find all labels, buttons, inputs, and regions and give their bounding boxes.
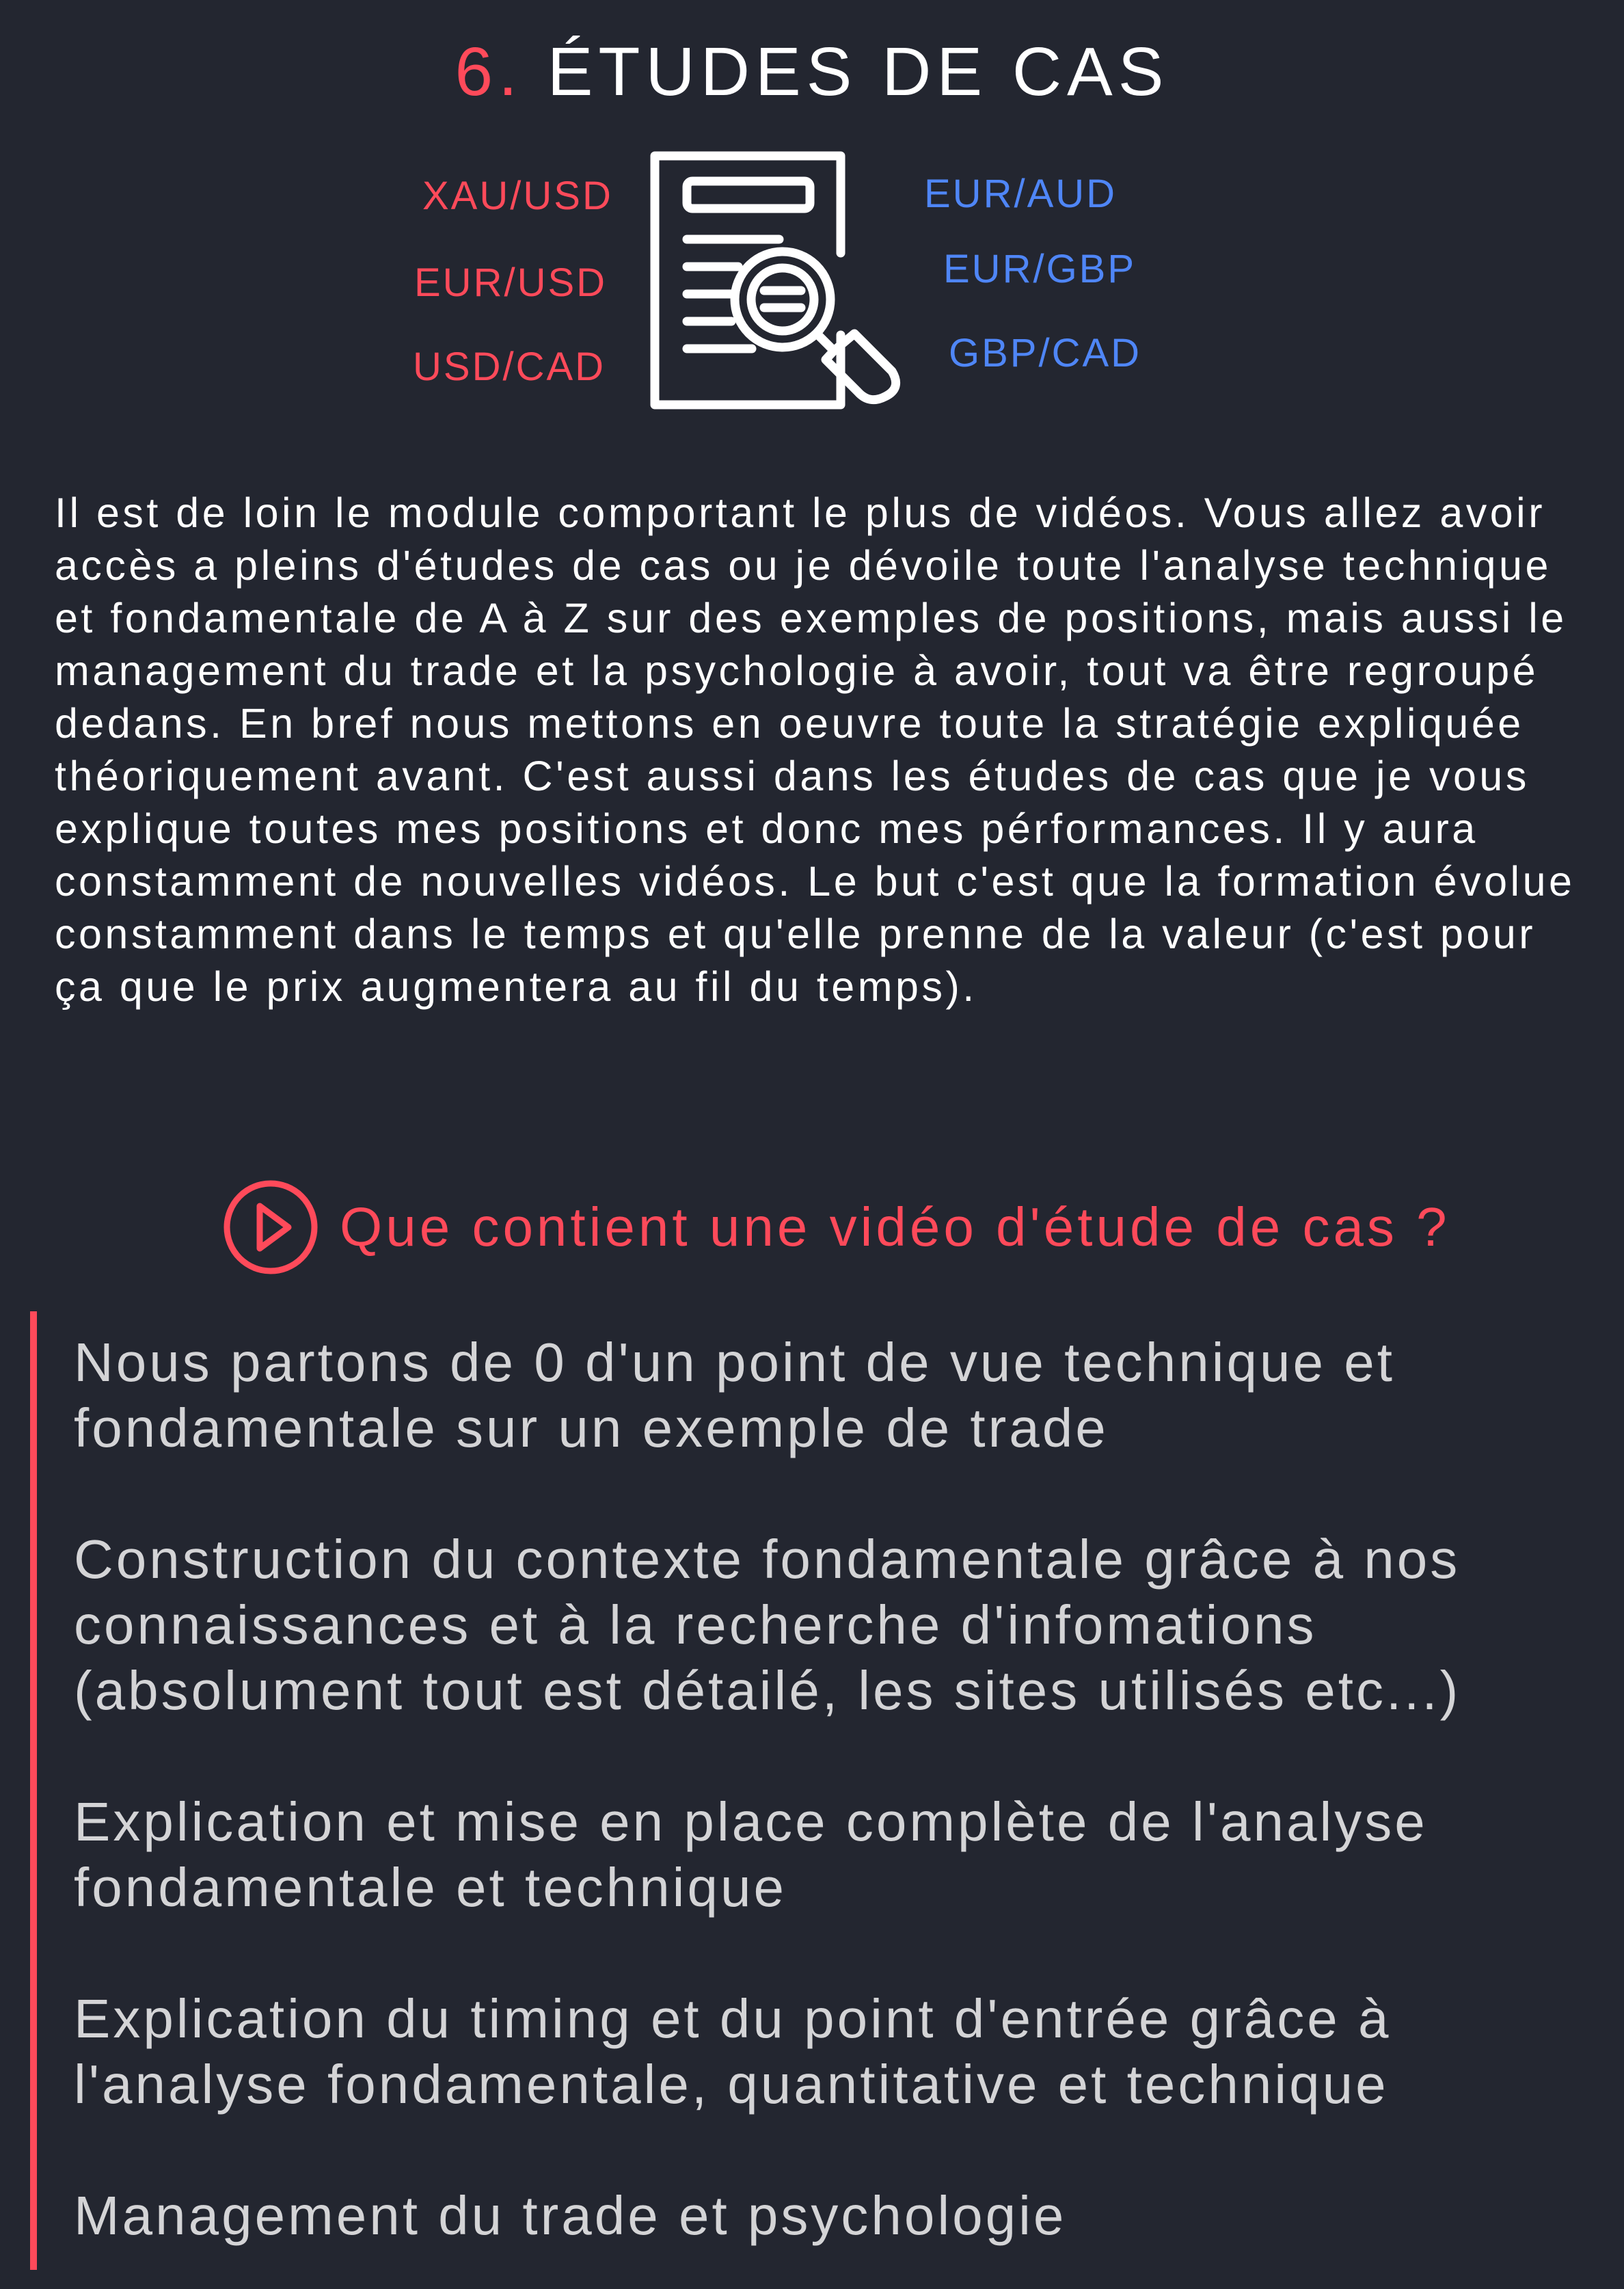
title-text: ÉTUDES DE CAS [547,34,1169,110]
pair-left-2: EUR/USD [414,260,608,305]
play-circle-icon [222,1179,319,1276]
list-item: Explication du timing et du point d'entrée grâce à l'analyse fondamentale, quantitative et technique [74,1988,1392,2115]
list-item: Explication et mise en place complète de l'analyse fondamentale et technique [74,1791,1428,1918]
intro-paragraph: Il est de loin le module comportant le plus de vidéos. Vous allez avoir accès a pleins d'études de cas ou je dévoile toute l'analyse technique et fondamentale de A à Z sur des exemples de positions, mais aussi le management du trade et la psychologie à avoir, tout va être regroupé dedans. En bref nous mettons en oeuvre toute la stratégie expliquée théoriquement avant. C'est aussi dans les études de cas que je vous explique toutes mes positions et donc mes pérformances. Il y aura constamment de nouvelles vidéos. Le but c'est que la formation évolue constamment dans le temps et qu'elle prenne de la valeur (c'est pour ça que le prix augmentera au fil du temps). [55,490,1575,1010]
page-title [0,33,1624,111]
document-search-icon [649,150,909,417]
pair-right-3: GBP/CAD [949,331,1142,375]
accent-bar [30,1311,37,2270]
pair-right-2: EUR/GBP [943,247,1137,291]
list-item: Nous partons de 0 d'un point de vue technique et fondamentale sur un exemple de trade [74,1332,1395,1458]
list-item: Management du trade et psychologie [74,2185,1067,2246]
video-section-heading [222,1177,1450,1277]
video-heading-text: Que contient une vidéo d'étude de cas ? [340,1196,1450,1257]
list-item: Construction du contexte fondamentale grâce à nos connaissances et à la recherche d'infomations (absolument tout est détailé, les sites utilisés etc...) [74,1529,1461,1721]
title-number: 6. [455,34,523,110]
pair-left-3: USD/CAD [413,345,606,389]
pair-left-1: XAU/USD [422,174,613,218]
pair-right-1: EUR/AUD [924,172,1118,216]
